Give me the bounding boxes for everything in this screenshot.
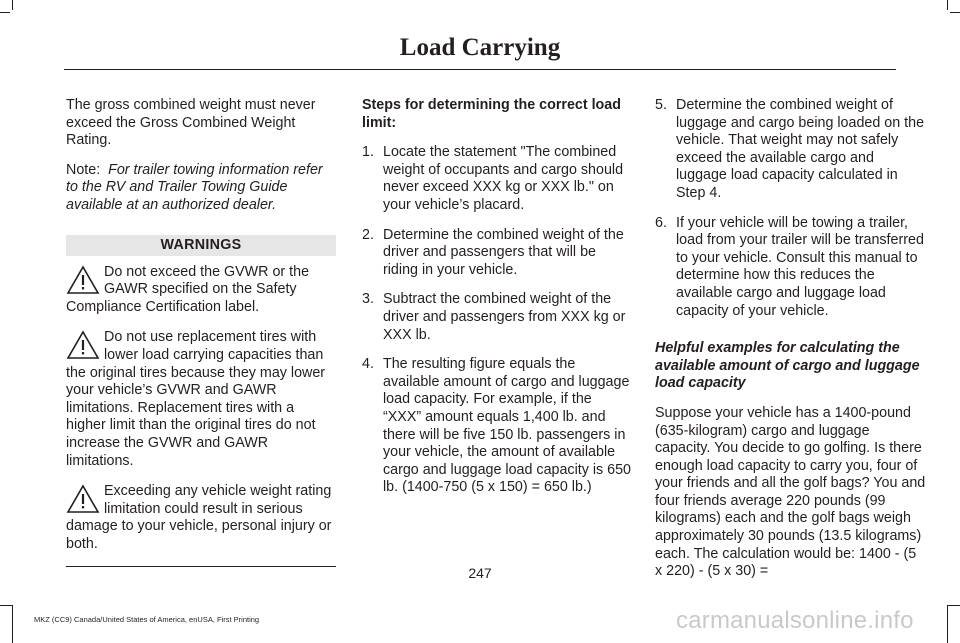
- step-text: Locate the statement "The combined weight of occupants and cargo should never exceed XXX kg or XXX lb." on your vehicle’s placard.: [383, 144, 624, 213]
- step-number: 2.: [362, 226, 374, 243]
- step-number: 3.: [362, 291, 374, 308]
- column-1: [66, 97, 336, 567]
- crop-mark-top-left-v: [12, 0, 13, 10]
- warning-triangle-icon: [66, 330, 100, 360]
- step-text: Subtract the combined weight of the driver and passengers from XXX kg or XXX lb.: [383, 291, 626, 343]
- step-text: Determine the combined weight of luggage and cargo being loaded on the vehicle. That weight may not safely exceed the available cargo and luggage load capacity calculated in Step 4.: [676, 97, 925, 201]
- step-text: If your vehicle will be towing a trailer, load from your trailer will be transferred to your vehicle. Consult this manual to determine how this reduces the available cargo and luggage load capacity of your vehicle.: [676, 214, 924, 319]
- warning-triangle-icon: [66, 484, 100, 514]
- crop-mark-bottom-right-v: [947, 605, 948, 643]
- step-text: The resulting figure equals the available amount of cargo and luggage load capacity. For example, if the “XXX” amount equals 1,400 lb. and there will be five 150 lb. passengers in your vehicle, the amount of available cargo and luggage load capacity is 650 lb. (1400-750 (5 x 150) = 650 lb.): [383, 356, 631, 496]
- crop-mark-bottom-left-h: [0, 605, 12, 606]
- examples-heading: Helpful examples for calculating the available amount of cargo and luggage load capacity: [655, 340, 920, 392]
- note-label: Note:: [66, 161, 101, 178]
- crop-mark-bottom-right-h: [948, 605, 960, 606]
- crop-mark-bottom-left-v: [12, 605, 13, 643]
- watermark: carmanualsonline.info: [676, 607, 914, 634]
- step-number: 4.: [362, 356, 374, 373]
- warning-text: Exceeding any vehicle weight rating limitation could result in serious damage to your vehicle, personal injury or both.: [66, 483, 332, 552]
- crop-mark-top-right-v: [947, 0, 948, 10]
- list-item: [655, 215, 927, 321]
- list-item: [655, 97, 927, 203]
- warning-item: [66, 483, 336, 553]
- page-title: Load Carrying: [399, 34, 561, 61]
- crop-mark-top-left-h: [0, 12, 10, 13]
- list-item: [362, 144, 632, 214]
- printing-info: MKZ (CC9) Canada/United States of America, enUSA, First Printing: [34, 615, 260, 624]
- note-paragraph: [66, 162, 336, 215]
- page-number: 247: [468, 565, 492, 581]
- list-item: [362, 227, 632, 280]
- steps-list-continued: [655, 97, 927, 320]
- column-3: [655, 97, 927, 593]
- steps-list: [362, 144, 632, 497]
- warning-item: [66, 264, 336, 317]
- step-number: 6.: [655, 214, 667, 231]
- column-2: [362, 97, 632, 509]
- header-divider: [64, 69, 896, 70]
- step-text: Determine the combined weight of the driver and passengers that will be riding in your vehicle.: [383, 226, 624, 278]
- note-text: For trailer towing information refer to the RV and Trailer Towing Guide available at an authorized dealer.: [66, 161, 323, 213]
- warning-item: [66, 329, 336, 470]
- crop-mark-top-right-h: [950, 12, 960, 13]
- list-item: [362, 356, 632, 497]
- list-item: [362, 291, 632, 344]
- step-number: 1.: [362, 144, 374, 161]
- warning-text: Do not exceed the GVWR or the GAWR specified on the Safety Compliance Certification label.: [66, 263, 310, 315]
- steps-heading: Steps for determining the correct load limit:: [362, 97, 621, 131]
- intro-paragraph: The gross combined weight must never exceed the Gross Combined Weight Rating.: [66, 97, 316, 149]
- warning-triangle-icon: [66, 265, 100, 295]
- step-number: 5.: [655, 97, 667, 113]
- warning-text: Do not use replacement tires with lower load carrying capacities than the original tires because they may lower your vehicle’s GVWR and GAWR limitations. Replacement tires with a higher limit than the original tires do not increase the GVWR and GAWR limitations.: [66, 329, 326, 469]
- warnings-heading: WARNINGS: [66, 235, 336, 256]
- example-paragraph: Suppose your vehicle has a 1400-pound (635-kilogram) cargo and luggage capacity. You decide to go golfing. Is there enough load capacity to carry you, four of your friends and all the golf bags? You and four friends average 220 pounds (99 kilograms) each and the golf bags weigh approximately 30 pounds (13.5 kilograms) each. The calculation would be: 1400 - (5 x 220) - (5 x 30) =: [655, 404, 926, 580]
